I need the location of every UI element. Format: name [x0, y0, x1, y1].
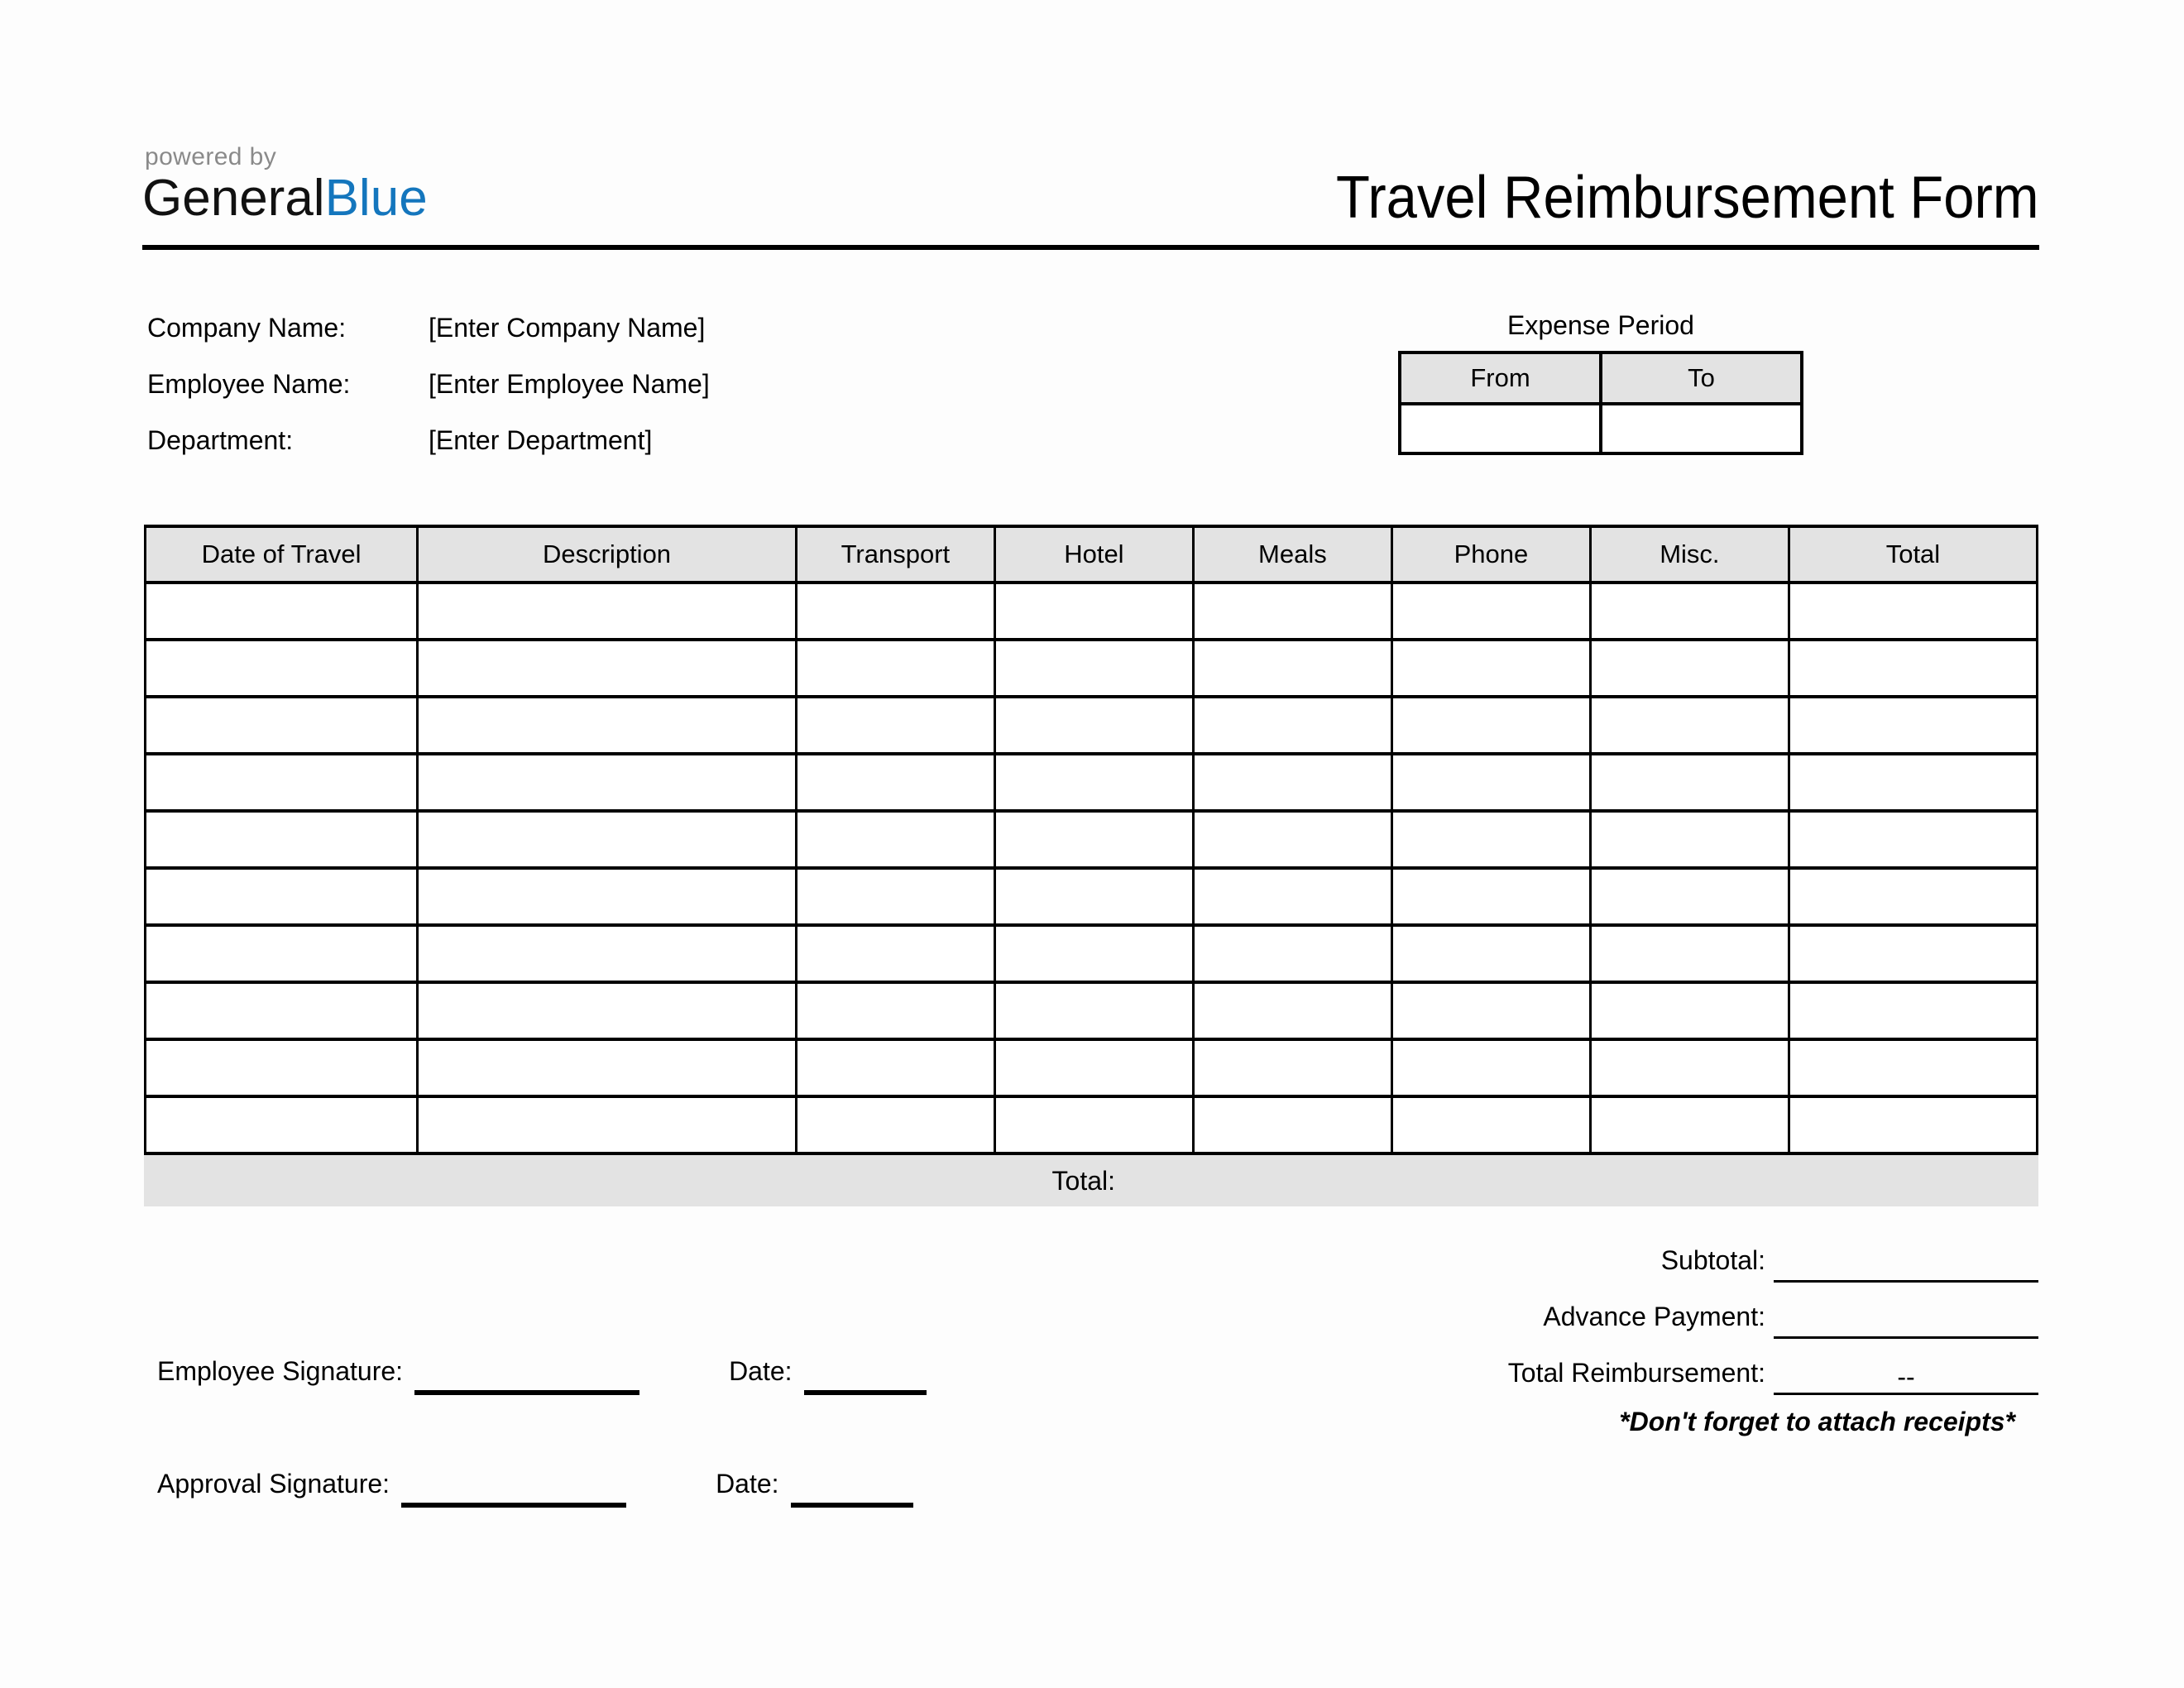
approval-signature-label: Approval Signature:	[157, 1469, 390, 1499]
expense-cell[interactable]	[1193, 982, 1391, 1039]
employee-name-label: Employee Name:	[147, 369, 351, 399]
subtotal-label: Subtotal:	[1660, 1245, 1765, 1275]
column-header-hotel: Hotel	[994, 526, 1193, 583]
expense-cell[interactable]	[1193, 697, 1391, 754]
expense-period-header-row	[1400, 352, 1802, 404]
expense-cell[interactable]	[1391, 811, 1590, 868]
expense-cell[interactable]	[796, 982, 994, 1039]
expense-cell[interactable]	[796, 925, 994, 982]
expense-cell[interactable]	[1789, 1039, 2037, 1096]
expense-cell[interactable]	[1590, 811, 1789, 868]
column-header-meals: Meals	[1193, 526, 1391, 583]
expense-cell[interactable]	[1193, 868, 1391, 925]
expense-cell[interactable]	[146, 925, 418, 982]
expense-cell[interactable]	[1590, 1039, 1789, 1096]
table-row	[146, 868, 2038, 925]
expense-cell[interactable]	[994, 868, 1193, 925]
expense-cell[interactable]	[1789, 583, 2037, 640]
department-field[interactable]: [Enter Department]	[429, 425, 653, 455]
brand-logo	[142, 143, 428, 227]
expense-cell[interactable]	[1590, 697, 1789, 754]
expense-cell[interactable]	[994, 583, 1193, 640]
employee-signature-label: Employee Signature:	[157, 1356, 404, 1386]
expense-period-value-row	[1400, 404, 1802, 453]
brand-name-general: General	[142, 170, 325, 227]
expense-total-label: Total:	[1051, 1165, 1115, 1196]
expense-cell[interactable]	[1789, 925, 2037, 982]
expense-cell[interactable]	[1193, 640, 1391, 697]
total-reimbursement-value: --	[1774, 1359, 2038, 1395]
expense-cell[interactable]	[146, 1039, 418, 1096]
expense-cell[interactable]	[994, 1039, 1193, 1096]
expense-cell[interactable]	[1391, 1096, 1590, 1153]
department-label: Department:	[147, 425, 294, 455]
expense-period-table	[1398, 351, 1803, 455]
expense-cell[interactable]	[1193, 583, 1391, 640]
expense-cell[interactable]	[1391, 982, 1590, 1039]
expense-cell[interactable]	[418, 868, 797, 925]
column-header-phone: Phone	[1391, 526, 1590, 583]
table-row	[146, 697, 2038, 754]
expense-period-to-header: To	[1601, 352, 1802, 404]
table-row	[146, 1039, 2038, 1096]
expense-cell[interactable]	[146, 811, 418, 868]
employee-date-input[interactable]	[804, 1357, 927, 1395]
brand-name	[142, 170, 428, 227]
approval-signature-input[interactable]	[401, 1470, 626, 1508]
expense-cell[interactable]	[418, 1096, 797, 1153]
employee-date-label: Date:	[729, 1356, 793, 1386]
column-header-description: Description	[418, 526, 797, 583]
employee-signature-input[interactable]	[414, 1357, 639, 1395]
expense-cell[interactable]	[1391, 583, 1590, 640]
table-row	[146, 640, 2038, 697]
expense-cell[interactable]	[1391, 1039, 1590, 1096]
expense-cell[interactable]	[994, 982, 1193, 1039]
expense-period-from-input[interactable]	[1400, 404, 1601, 453]
table-row	[146, 811, 2038, 868]
expense-cell[interactable]	[796, 1096, 994, 1153]
expense-cell[interactable]	[146, 697, 418, 754]
employee-name-field[interactable]: [Enter Employee Name]	[429, 369, 710, 399]
expense-cell[interactable]	[796, 697, 994, 754]
expense-table	[144, 525, 2038, 1155]
expense-cell[interactable]	[1193, 1096, 1391, 1153]
expense-table-header-row	[146, 526, 2038, 583]
expense-cell[interactable]	[1193, 925, 1391, 982]
employee-name-row	[147, 369, 1057, 425]
subtotal-input[interactable]	[1774, 1246, 2038, 1283]
approval-date-input[interactable]	[791, 1470, 913, 1508]
expense-cell[interactable]	[796, 811, 994, 868]
expense-cell[interactable]	[1391, 925, 1590, 982]
summary-block	[1377, 1226, 2038, 1437]
expense-cell[interactable]	[418, 925, 797, 982]
page-header	[142, 145, 2039, 252]
expense-cell[interactable]	[146, 1096, 418, 1153]
expense-cell[interactable]	[418, 697, 797, 754]
employee-signature-row	[157, 1283, 1249, 1395]
header-divider	[142, 245, 2039, 250]
expense-cell[interactable]	[1590, 754, 1789, 811]
table-row	[146, 1096, 2038, 1153]
expense-cell[interactable]	[994, 925, 1193, 982]
expense-cell[interactable]	[146, 640, 418, 697]
column-header-transport: Transport	[796, 526, 994, 583]
expense-cell[interactable]	[146, 868, 418, 925]
expense-cell[interactable]	[1391, 754, 1590, 811]
expense-cell[interactable]	[994, 697, 1193, 754]
expense-cell[interactable]	[994, 640, 1193, 697]
expense-cell[interactable]	[1789, 1096, 2037, 1153]
expense-cell[interactable]	[1590, 1096, 1789, 1153]
expense-cell[interactable]	[146, 754, 418, 811]
expense-cell[interactable]	[418, 754, 797, 811]
expense-total-row	[144, 1155, 2038, 1206]
expense-cell[interactable]	[1391, 868, 1590, 925]
expense-cell[interactable]	[1789, 697, 2037, 754]
table-row	[146, 583, 2038, 640]
expense-cell[interactable]	[418, 1039, 797, 1096]
expense-cell[interactable]	[1789, 754, 2037, 811]
expense-cell[interactable]	[1590, 982, 1789, 1039]
column-header-misc: Misc.	[1590, 526, 1789, 583]
table-row	[146, 925, 2038, 982]
expense-cell[interactable]	[1590, 868, 1789, 925]
expense-cell[interactable]	[1590, 583, 1789, 640]
advance-payment-row	[1377, 1283, 2038, 1339]
expense-cell[interactable]	[796, 640, 994, 697]
total-reimbursement-row	[1377, 1339, 2038, 1395]
expense-cell[interactable]	[1391, 697, 1590, 754]
expense-period-to-input[interactable]	[1601, 404, 1802, 453]
approval-signature-row	[157, 1395, 1249, 1508]
expense-cell[interactable]	[994, 811, 1193, 868]
expense-period-block	[1398, 309, 1803, 455]
expense-cell[interactable]	[146, 583, 418, 640]
expense-cell[interactable]	[796, 754, 994, 811]
expense-cell[interactable]	[1590, 925, 1789, 982]
expense-cell[interactable]	[1193, 754, 1391, 811]
expense-cell[interactable]	[994, 1096, 1193, 1153]
table-row	[146, 982, 2038, 1039]
company-name-label: Company Name:	[147, 313, 347, 343]
advance-payment-input[interactable]	[1774, 1302, 2038, 1339]
advance-payment-label: Advance Payment:	[1543, 1302, 1765, 1331]
company-name-row	[147, 313, 1057, 369]
expense-cell[interactable]	[994, 754, 1193, 811]
expense-cell[interactable]	[1193, 1039, 1391, 1096]
expense-period-title: Expense Period	[1507, 310, 1694, 340]
expense-cell[interactable]	[1789, 982, 2037, 1039]
expense-cell[interactable]	[146, 982, 418, 1039]
company-name-field[interactable]: [Enter Company Name]	[429, 313, 706, 343]
attach-receipts-note: *Don't forget to attach receipts*	[1619, 1407, 2015, 1436]
expense-cell[interactable]	[1789, 868, 2037, 925]
expense-cell[interactable]	[1590, 640, 1789, 697]
expense-table-body	[146, 583, 2038, 1153]
subtotal-row	[1377, 1226, 2038, 1283]
column-header-total: Total	[1789, 526, 2037, 583]
approval-date-label: Date:	[716, 1469, 779, 1499]
company-info-block	[147, 313, 1057, 482]
signature-block	[157, 1283, 1249, 1508]
expense-cell[interactable]	[796, 868, 994, 925]
expense-cell[interactable]	[418, 583, 797, 640]
table-row	[146, 754, 2038, 811]
page-title: Travel Reimbursement Form	[1336, 165, 2039, 231]
brand-name-blue: Blue	[324, 170, 428, 227]
expense-cell[interactable]	[796, 583, 994, 640]
department-row	[147, 425, 1057, 482]
expense-cell[interactable]	[418, 982, 797, 1039]
total-reimbursement-label: Total Reimbursement:	[1507, 1358, 1765, 1388]
column-header-date-of-travel: Date of Travel	[146, 526, 418, 583]
expense-cell[interactable]	[1789, 640, 2037, 697]
powered-by-label: powered by	[145, 143, 277, 170]
expense-table-wrapper	[144, 525, 2038, 1206]
expense-cell[interactable]	[796, 1039, 994, 1096]
expense-cell[interactable]	[1391, 640, 1590, 697]
expense-cell[interactable]	[1789, 811, 2037, 868]
expense-cell[interactable]	[418, 640, 797, 697]
expense-cell[interactable]	[1193, 811, 1391, 868]
expense-cell[interactable]	[418, 811, 797, 868]
expense-period-from-header: From	[1400, 352, 1601, 404]
